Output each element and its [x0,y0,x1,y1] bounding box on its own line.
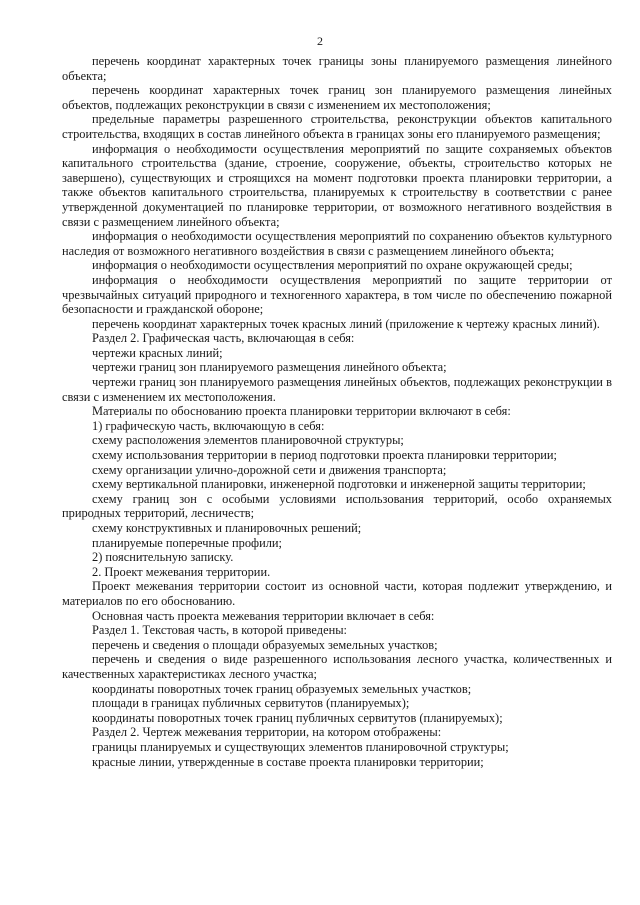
paragraph: информация о необходимости осуществления мероприятий по защите сохраняемых объектов капитального строительства (здание, строение, сооружение, объекты, строительство которых не завершено), существующих и строящихся на момент подготовки проекта планировки территории, а также объектов капитального строительства, планируемых к строительству в соответствии с ранее утвержденной документацией по планировке территории, от возможного негативного воздействия в связи с размещением линейного объекта; [62,141,612,229]
paragraph: площади в границах публичных сервитутов (планируемых); [92,696,410,711]
paragraph: перечень координат характерных точек красных линий (приложение к чертежу красных линий). [92,316,600,331]
paragraph: чертежи границ зон планируемого размещения линейных объектов, подлежащих реконструкции в связи с изменением их местоположения. [62,375,612,404]
paragraph: Раздел 2. Чертеж межевания территории, на котором отображены: [92,725,442,740]
paragraph: Раздел 2. Графическая часть, включающая в себя: [92,331,355,346]
paragraph: 2. Проект межевания территории. [92,564,271,579]
paragraph: 2) пояснительную записку. [92,550,234,565]
paragraph: схему вертикальной планировки, инженерной подготовки и инженерной защиты территории; [92,477,586,492]
paragraph: информация о необходимости осуществления мероприятий по охране окружающей среды; [92,258,573,273]
paragraph: чертежи красных линий; [92,345,223,360]
paragraph: координаты поворотных точек границ публичных сервитутов (планируемых); [92,710,503,725]
paragraph: информация о необходимости осуществления мероприятий по защите территории от чрезвычайных ситуаций природного и техногенного характера, в том числе по обеспечению пожарной безопасности и гражданской обороне; [62,272,612,317]
paragraph: Раздел 1. Текстовая часть, в которой приведены: [92,623,347,638]
paragraph: Материалы по обоснованию проекта планировки территории включают в себя: [92,404,511,419]
paragraph: перечень и сведения о площади образуемых земельных участков; [92,637,438,652]
paragraph: перечень и сведения о виде разрешенного использования лесного участка, количественных и качественных характеристиках лесного участка; [62,652,612,681]
paragraph: схему использования территории в период подготовки проекта планировки территории; [92,448,557,463]
paragraph: Проект межевания территории состоит из основной части, которая подлежит утверждению, и материалов по его обоснованию. [62,579,612,608]
paragraph: предельные параметры разрешенного строительства, реконструкции объектов капитального строительства, входящих в состав линейного объекта в границах зоны его планируемого размещения; [62,112,612,141]
paragraph: схему границ зон с особыми условиями использования территорий, особо охраняемых природных территорий, лесничеств; [62,491,612,521]
paragraph: красные линии, утвержденные в составе проекта планировки территории; [92,754,484,769]
paragraph: схему организации улично-дорожной сети и движения транспорта; [92,462,447,477]
paragraph: информация о необходимости осуществления мероприятий по сохранению объектов культурного наследия от возможного негативного воздействия в связи с размещением линейного объекта; [62,229,612,258]
page-number: 2 [317,34,323,48]
paragraph: Основная часть проекта межевания территории включает в себя: [92,608,435,623]
document-body [62,54,612,769]
paragraph: перечень координат характерных точек границы зоны планируемого размещения линейного объекта; [62,54,612,83]
paragraph: планируемые поперечные профили; [92,535,282,550]
paragraph: перечень координат характерных точек границ зон планируемого размещения линейных объектов, подлежащих реконструкции в связи с изменением их местоположения; [62,83,612,112]
paragraph: чертежи границ зон планируемого размещения линейного объекта; [92,360,447,375]
paragraph: 1) графическую часть, включающую в себя: [92,418,325,433]
paragraph: координаты поворотных точек границ образуемых земельных участков; [92,681,472,696]
paragraph: границы планируемых и существующих элементов планировочной структуры; [92,739,509,754]
paragraph: схему расположения элементов планировочной структуры; [92,433,404,448]
paragraph: схему конструктивных и планировочных решений; [92,521,362,535]
